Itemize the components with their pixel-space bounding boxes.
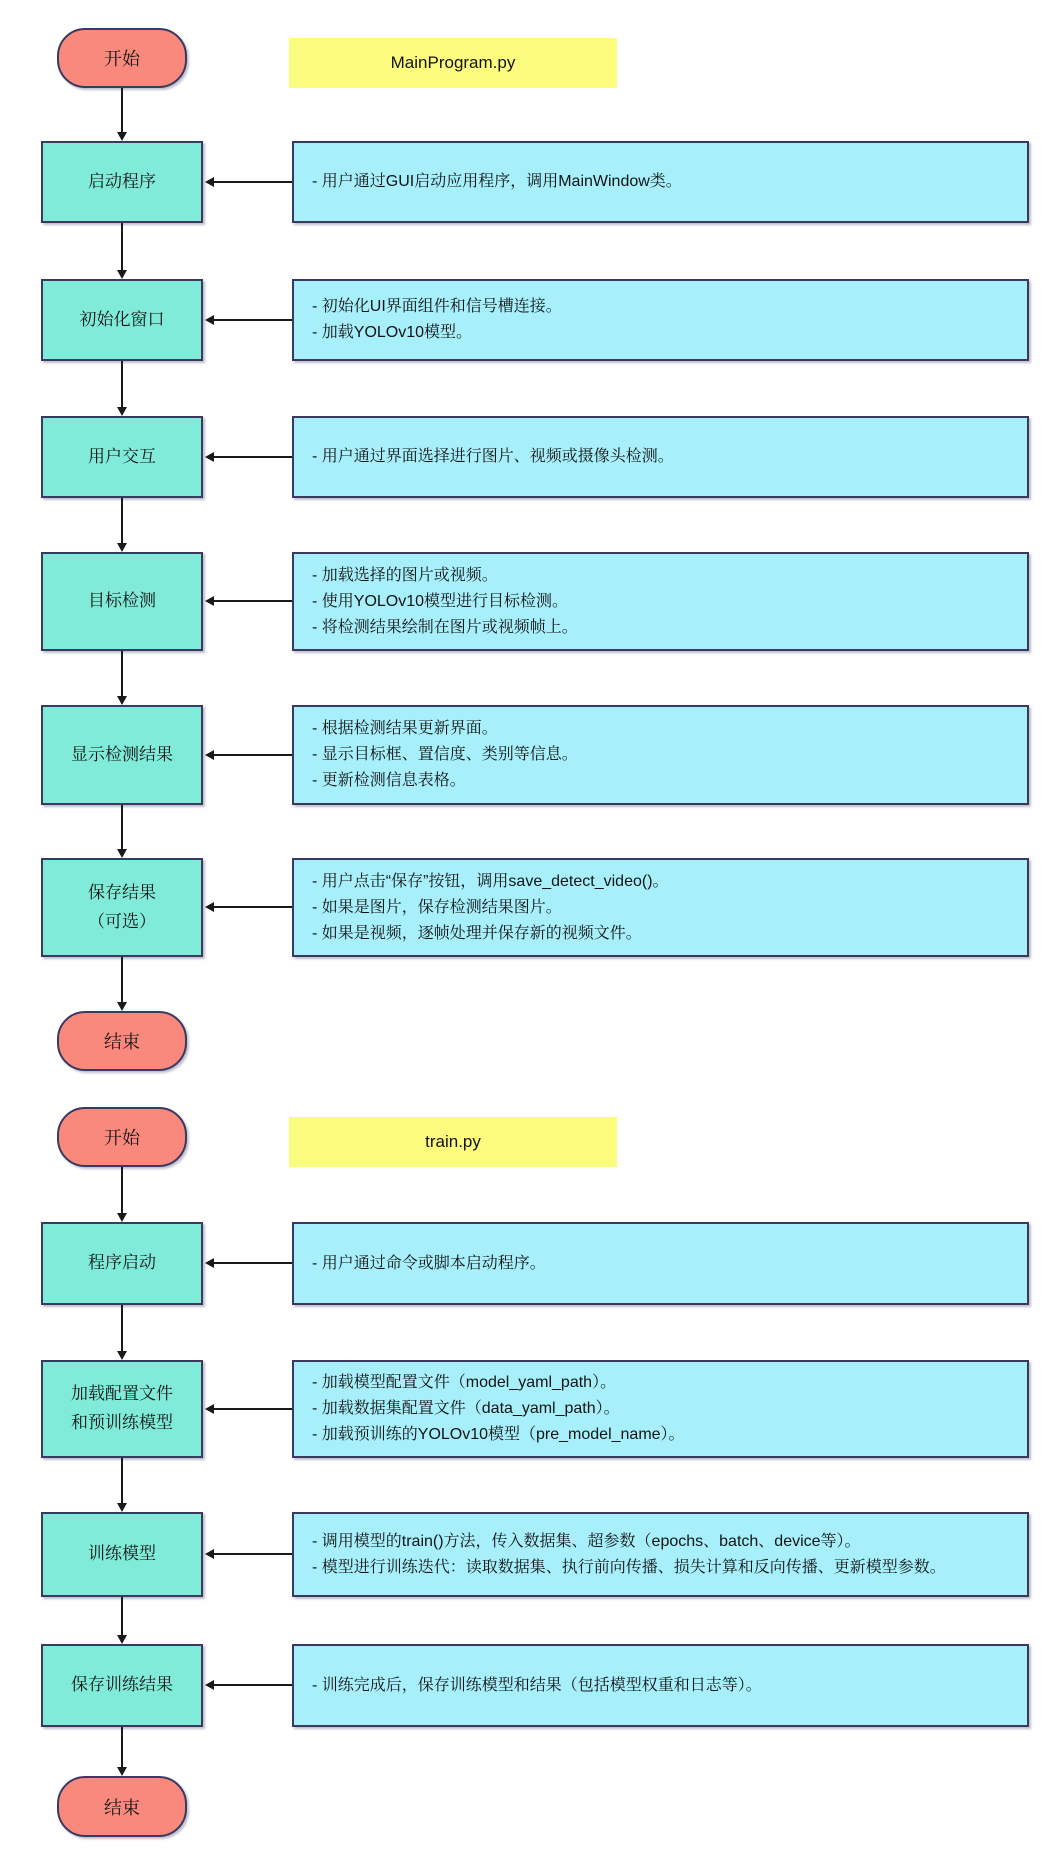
down-arrow: [121, 1167, 123, 1213]
down-arrow: [121, 651, 123, 696]
note-box: [292, 141, 1029, 223]
note-line: - 加载预训练的YOLOv10模型（pre_model_name）。: [312, 1426, 685, 1443]
down-arrow: [121, 1597, 123, 1635]
process-label: 初始化窗口: [79, 309, 165, 329]
section-title-1: [289, 38, 617, 88]
process-object-detection: [41, 552, 203, 651]
note-line: - 用户点击“保存”按钮，调用save_detect_video()。: [312, 872, 669, 890]
down-arrow: [121, 1305, 123, 1351]
process-label: 用户交互: [88, 446, 156, 466]
note-box: [292, 1644, 1029, 1727]
left-arrow: [214, 319, 292, 321]
terminal-start-2: [57, 1107, 187, 1167]
process-label-line2: （可选）: [88, 911, 156, 931]
note-line: - 如果是视频，逐帧处理并保存新的视频文件。: [312, 924, 642, 942]
left-arrow: [214, 906, 292, 908]
note-line: - 加载模型配置文件（model_yaml_path）。: [312, 1374, 617, 1391]
process-label: 训练模型: [88, 1544, 156, 1564]
left-arrow: [214, 1408, 292, 1410]
terminal-start-2-label: 开始: [104, 1128, 140, 1148]
note-box: [292, 1222, 1029, 1305]
left-arrow: [214, 1684, 292, 1686]
terminal-end-1-label: 结束: [104, 1032, 140, 1052]
down-arrow: [121, 88, 123, 132]
note-line: - 初始化UI界面组件和信号槽连接。: [312, 298, 562, 315]
note-line: - 更新检测信息表格。: [312, 772, 466, 789]
process-label: 目标检测: [88, 591, 156, 611]
note-line: - 用户通过命令或脚本启动程序。: [312, 1254, 546, 1272]
process-label: 启动程序: [88, 171, 156, 191]
left-arrow: [214, 181, 292, 183]
process-program-start: [41, 1222, 203, 1305]
process-label: 程序启动: [88, 1253, 156, 1273]
note-box: [292, 416, 1029, 498]
process-load-config-model: [41, 1360, 203, 1458]
section-title-2: [289, 1117, 617, 1167]
left-arrow: [214, 754, 292, 756]
note-box: [292, 1360, 1029, 1458]
down-arrow: [121, 957, 123, 1002]
note-line: - 将检测结果绘制在图片或视频帧上。: [312, 618, 578, 636]
terminal-start-1-label: 开始: [104, 49, 140, 69]
note-line: - 使用YOLOv10模型进行目标检测。: [312, 592, 569, 610]
down-arrow: [121, 223, 123, 270]
process-label-line2: 和预训练模型: [71, 1413, 173, 1432]
section-title-1-label: MainProgram.py: [390, 53, 516, 72]
process-save-results: [41, 858, 203, 957]
terminal-end-2: [57, 1776, 187, 1837]
process-save-training-results: [41, 1644, 203, 1727]
note-box: [292, 279, 1029, 361]
down-arrow: [121, 805, 123, 849]
process-label: 加载配置文件: [71, 1384, 173, 1404]
note-box: [292, 1512, 1029, 1597]
process-user-interaction: [41, 416, 203, 498]
down-arrow: [121, 498, 123, 543]
section-title-2-label: train.py: [425, 1132, 481, 1151]
note-line: - 模型进行训练迭代：读取数据集、执行前向传播、损失计算和反向传播、更新模型参数。: [312, 1558, 946, 1576]
note-line: - 根据检测结果更新界面。: [312, 720, 498, 737]
note-line: - 显示目标框、置信度、类别等信息。: [312, 746, 578, 763]
process-show-results: [41, 705, 203, 805]
process-init-window: [41, 279, 203, 361]
terminal-start-1: [57, 28, 187, 88]
terminal-end-1: [57, 1011, 187, 1071]
process-label: 显示检测结果: [71, 744, 173, 764]
process-label: 保存训练结果: [71, 1675, 173, 1695]
note-box: [292, 552, 1029, 651]
note-box: [292, 858, 1029, 957]
note-line: - 加载数据集配置文件（data_yaml_path）。: [312, 1400, 620, 1417]
note-line: - 用户通过界面选择进行图片、视频或摄像头检测。: [312, 448, 674, 465]
note-line: - 训练完成后，保存训练模型和结果（包括模型权重和日志等）。: [312, 1676, 762, 1694]
note-line: - 如果是图片，保存检测结果图片。: [312, 898, 562, 916]
note-box: [292, 705, 1029, 805]
down-arrow: [121, 361, 123, 407]
down-arrow: [121, 1727, 123, 1767]
left-arrow: [214, 456, 292, 458]
process-label: 保存结果: [88, 882, 156, 902]
down-arrow: [121, 1458, 123, 1503]
process-launch-program: [41, 141, 203, 223]
note-line: - 加载YOLOv10模型。: [312, 324, 473, 341]
terminal-end-2-label: 结束: [104, 1797, 140, 1818]
note-line: - 用户通过GUI启动应用程序，调用MainWindow类。: [312, 173, 682, 190]
process-train-model: [41, 1512, 203, 1597]
note-line: - 调用模型的train()方法，传入数据集、超参数（epochs、batch、device等）。: [312, 1532, 861, 1550]
note-line: - 加载选择的图片或视频。: [312, 566, 498, 584]
left-arrow: [214, 1553, 292, 1555]
left-arrow: [214, 1262, 292, 1264]
left-arrow: [214, 600, 292, 602]
